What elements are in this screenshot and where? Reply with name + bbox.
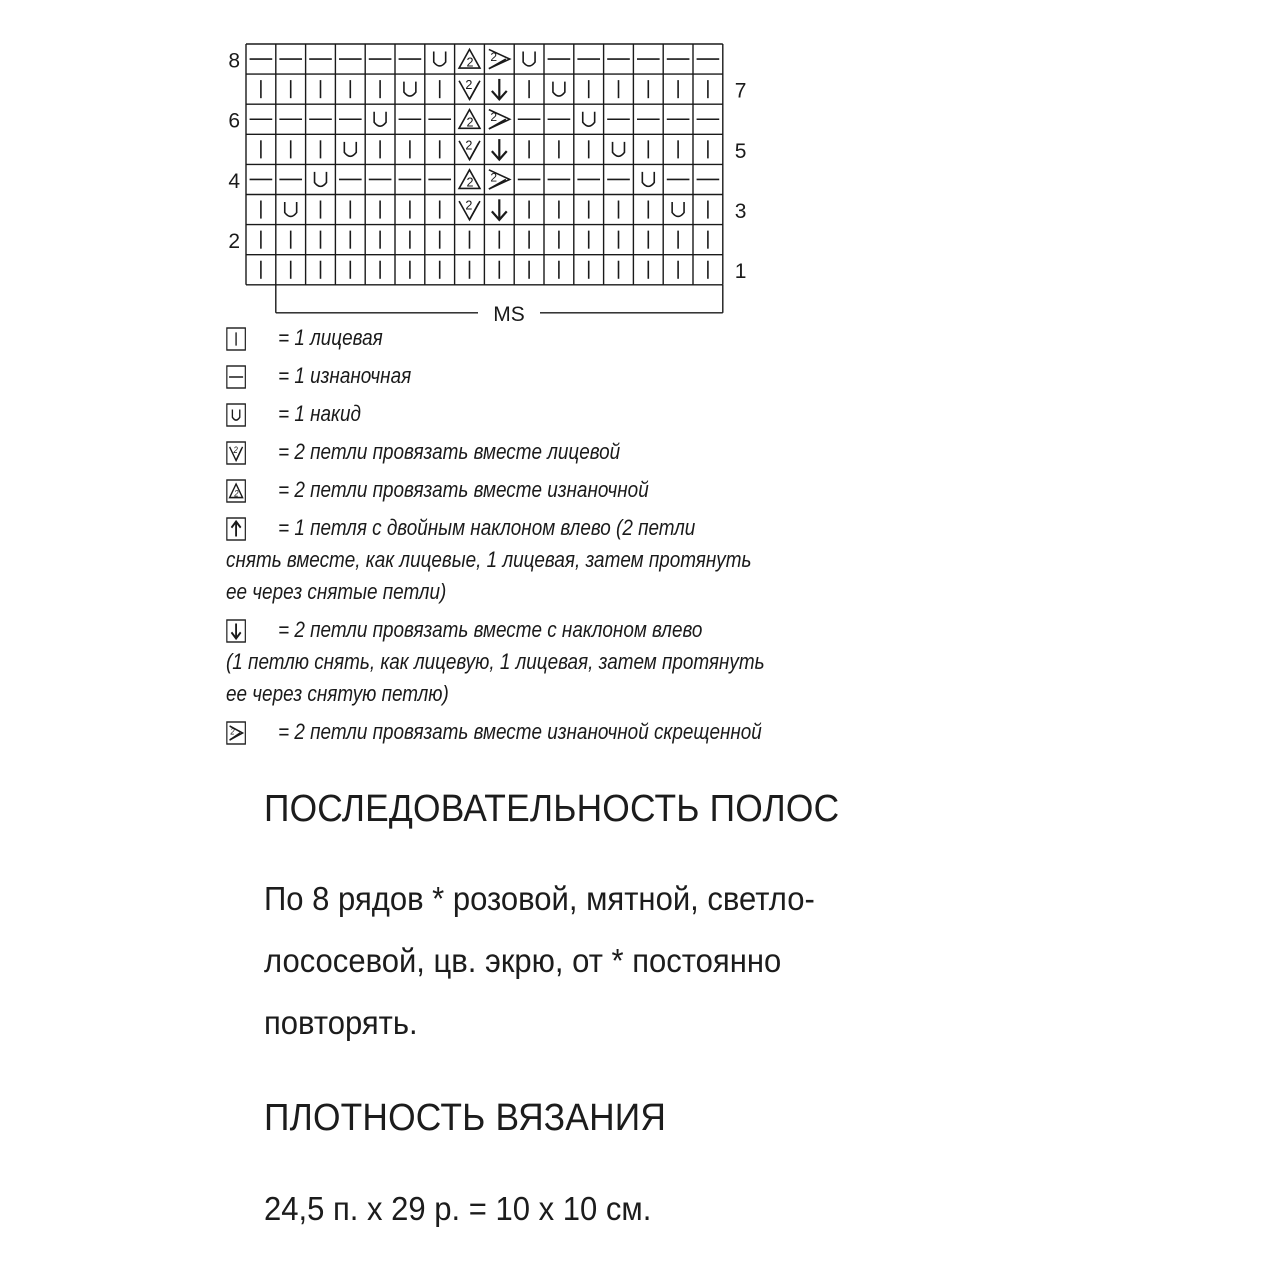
chart-cell-k2tog <box>459 138 480 159</box>
chart-grid <box>246 44 723 285</box>
svg-text:2: 2 <box>490 110 498 125</box>
legend-text: снять вместе, как лицевые, 1 лицевая, затем протянуть <box>226 547 752 572</box>
text-line: лососевой, цв. экрю, от * постоянно <box>264 942 782 979</box>
chart-svg <box>0 0 1280 330</box>
legend-item <box>226 360 797 392</box>
legend-item <box>226 436 797 468</box>
knitting-chart <box>0 0 1280 330</box>
chart-cell-k2tog <box>459 199 480 220</box>
legend-text: = 2 петли провязать вместе лицевой <box>278 439 621 464</box>
svg-text:2: 2 <box>490 170 498 185</box>
legend-text: (1 петлю снять, как лицевую, 1 лицевая, затем протянуть <box>226 649 765 674</box>
legend-item <box>226 614 797 710</box>
chart-cell-k2tog <box>459 78 480 99</box>
chart-cell-p2tog-tbl <box>489 170 510 189</box>
legend-text: = 1 лицевая <box>278 325 383 350</box>
legend-text: = 2 петли провязать вместе изнаночной скрещенной <box>278 719 762 744</box>
legend-text: = 1 петля с двойным наклоном влево (2 петли <box>278 515 696 540</box>
svg-text:2: 2 <box>230 726 235 737</box>
svg-text:2: 2 <box>465 78 473 93</box>
legend-text: ее через снятую петлю) <box>226 681 449 706</box>
gauge-text <box>264 1178 997 1240</box>
chart-cell-yo <box>672 202 684 216</box>
row-number: 7 <box>734 79 747 103</box>
chart-cell-ssk <box>492 199 507 219</box>
svg-text:2: 2 <box>466 55 474 70</box>
chart-cell-p2tog <box>459 49 480 69</box>
legend-item <box>226 474 797 506</box>
legend <box>226 322 797 754</box>
chart-cell-p2tog-tbl <box>489 49 510 68</box>
text-line: 24,5 п. х 29 р. = 10 х 10 см. <box>264 1190 652 1227</box>
chart-cell-yo <box>613 142 625 156</box>
legend-text: = 1 накид <box>278 401 361 426</box>
chart-cell-yo <box>583 112 595 126</box>
stripe-sequence-title: ПОСЛЕДОВАТЕЛЬНОСТЬ ПОЛОС <box>264 788 840 830</box>
double-decrease-icon <box>226 517 246 541</box>
row-number: 8 <box>228 49 240 73</box>
chart-cell-p2tog <box>459 110 480 130</box>
chart-cell-yo <box>285 202 297 216</box>
svg-text:2: 2 <box>233 444 238 456</box>
row-number: 5 <box>734 139 747 163</box>
svg-text:2: 2 <box>490 49 498 64</box>
row-number: 1 <box>734 260 747 284</box>
knit-stitch-icon <box>226 327 246 351</box>
legend-text: = 1 изнаночная <box>278 363 412 388</box>
svg-text:2: 2 <box>234 487 239 499</box>
chart-cell-p2tog-tbl <box>489 110 510 129</box>
chart-cell-ssk <box>492 139 507 159</box>
svg-text:2: 2 <box>465 198 473 213</box>
row-number: 2 <box>228 230 240 254</box>
stripe-sequence-text <box>264 868 997 1054</box>
row-number: 3 <box>734 199 747 223</box>
chart-cell-yo <box>315 172 327 186</box>
gauge-title: ПЛОТНОСТЬ ВЯЗАНИЯ <box>264 1097 667 1139</box>
chart-cell-yo <box>642 172 654 186</box>
chart-cell-yo <box>523 52 535 66</box>
k2tog-icon <box>226 441 246 465</box>
chart-cell-ssk <box>492 79 507 99</box>
text-line: повторять. <box>264 1004 418 1041</box>
yarn-over-icon <box>226 403 246 427</box>
legend-text: = 2 петли провязать вместе изнаночной <box>278 477 649 502</box>
legend-text: = 2 петли провязать вместе с наклоном влево <box>278 617 703 642</box>
svg-text:2: 2 <box>466 115 474 130</box>
svg-text:2: 2 <box>465 138 473 153</box>
text-line: По 8 рядов * розовой, мятной, светло- <box>264 880 815 917</box>
chart-cell-yo <box>553 82 565 96</box>
chart-cell-yo <box>404 82 416 96</box>
legend-item <box>226 398 797 430</box>
left-decrease-icon <box>226 619 246 643</box>
chart-cell-yo <box>344 142 356 156</box>
p2tog-tbl-icon <box>226 721 246 745</box>
legend-item <box>226 512 797 608</box>
chart-cell-yo <box>374 112 386 126</box>
legend-text: ее через снятые петли) <box>226 579 447 604</box>
row-number: 6 <box>228 109 240 133</box>
repeat-label: MS <box>493 302 525 326</box>
p2tog-icon <box>226 479 246 503</box>
legend-item <box>226 716 797 748</box>
legend-item <box>226 322 797 354</box>
chart-cell-yo <box>434 52 446 66</box>
row-number: 4 <box>228 169 240 193</box>
purl-stitch-icon <box>226 365 246 389</box>
svg-text:2: 2 <box>466 175 474 190</box>
chart-cell-p2tog <box>459 170 480 190</box>
